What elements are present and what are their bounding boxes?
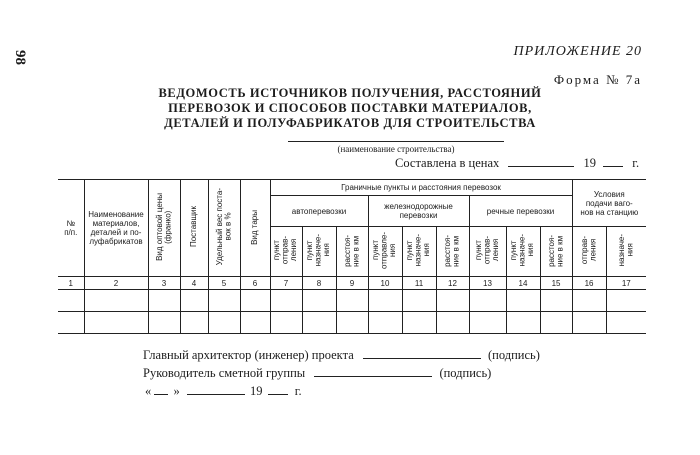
prices-year-blank[interactable] bbox=[603, 166, 623, 167]
form-number: Форма № 7а bbox=[553, 72, 642, 87]
column-number: 7 bbox=[270, 277, 302, 290]
column-number: 14 bbox=[506, 277, 540, 290]
column-number: 17 bbox=[606, 277, 646, 290]
date-year-suffix: г. bbox=[294, 384, 302, 398]
prices-blank[interactable] bbox=[508, 166, 574, 167]
header-weight: Удельный вес поста- вок в % bbox=[208, 180, 240, 277]
column-number: 9 bbox=[336, 277, 368, 290]
date-day-blank[interactable] bbox=[154, 394, 168, 395]
document-title bbox=[150, 86, 550, 131]
header-transport-group: Граничные пункты и расстояния перевозок bbox=[270, 180, 572, 196]
architect-label: Главный архитектор (инженер) проекта bbox=[143, 348, 354, 362]
date-month-blank[interactable] bbox=[187, 394, 245, 395]
column-number: 13 bbox=[469, 277, 506, 290]
construction-name-line[interactable] bbox=[288, 141, 504, 142]
head-sign-blank[interactable] bbox=[314, 376, 432, 377]
header-rail-distance: расстоя- ние в км bbox=[436, 227, 469, 277]
header-auto-distance: расстоя- ние в км bbox=[336, 227, 368, 277]
header-cond-departure: отправ- ления bbox=[572, 227, 606, 277]
header-river-distance: расстоя- ние в км bbox=[540, 227, 572, 277]
header-package: Вид тары bbox=[240, 180, 270, 277]
column-number: 4 bbox=[180, 277, 208, 290]
title-line: ДЕТАЛЕЙ И ПОЛУФАБРИКАТОВ ДЛЯ СТРОИТЕЛЬСТВА bbox=[164, 116, 536, 130]
column-number: 5 bbox=[208, 277, 240, 290]
header-conditions-group: Условия подачи ваго- нов на станцию bbox=[572, 180, 646, 227]
header-no: № п/п. bbox=[58, 180, 84, 277]
prices-year-suffix: г. bbox=[632, 156, 640, 170]
column-number: 11 bbox=[402, 277, 436, 290]
column-number: 6 bbox=[240, 277, 270, 290]
title-line: ВЕДОМОСТЬ ИСТОЧНИКОВ ПОЛУЧЕНИЯ, РАССТОЯНИЙ bbox=[158, 86, 542, 100]
appendix-label: ПРИЛОЖЕНИЕ 20 bbox=[513, 44, 642, 59]
head-sign-hint: (подпись) bbox=[439, 366, 492, 380]
column-number: 10 bbox=[368, 277, 402, 290]
header-rail-departure: пункт отправле- ния bbox=[368, 227, 402, 277]
date-year-prefix: 19 bbox=[250, 384, 263, 398]
header-auto-destination: пункт назначе- ния bbox=[302, 227, 336, 277]
header-rail-destination: пункт назначе- ния bbox=[402, 227, 436, 277]
architect-sign-hint: (подпись) bbox=[488, 348, 540, 362]
header-auto: автоперевозки bbox=[270, 196, 368, 227]
date-quote-close: » bbox=[173, 384, 180, 398]
column-number: 12 bbox=[436, 277, 469, 290]
sources-table bbox=[58, 179, 646, 334]
header-name: Наименование материалов, деталей и по- луфабрикатов bbox=[84, 180, 148, 277]
page-number: 98 bbox=[12, 50, 28, 65]
table-row[interactable] bbox=[58, 312, 646, 334]
column-number: 2 bbox=[84, 277, 148, 290]
architect-signature-line bbox=[143, 348, 540, 363]
header-river-destination: пункт назначе- ния bbox=[506, 227, 540, 277]
date-line bbox=[145, 384, 302, 399]
head-signature-line bbox=[143, 366, 491, 381]
header-cond-destination: назначе- ния bbox=[606, 227, 646, 277]
head-label: Руководитель сметной группы bbox=[143, 366, 306, 380]
construction-caption: (наименование строительства) bbox=[337, 144, 455, 154]
prices-line bbox=[395, 156, 639, 171]
column-number: 1 bbox=[58, 277, 84, 290]
title-line: ПЕРЕВОЗОК И СПОСОБОВ ПОСТАВКИ МАТЕРИАЛОВ, bbox=[168, 101, 532, 115]
prices-year-prefix: 19 bbox=[583, 156, 596, 170]
header-river-departure: пункт отправ- ления bbox=[469, 227, 506, 277]
column-number: 15 bbox=[540, 277, 572, 290]
table-row[interactable] bbox=[58, 290, 646, 312]
column-number: 8 bbox=[302, 277, 336, 290]
column-number: 16 bbox=[572, 277, 606, 290]
prices-label: Составлена в ценах bbox=[395, 156, 500, 170]
header-river: речные перевозки bbox=[469, 196, 572, 227]
column-number-row bbox=[58, 277, 646, 290]
architect-sign-blank[interactable] bbox=[363, 358, 481, 359]
date-quote-open: « bbox=[145, 384, 152, 398]
header-price-type: Вид оптовой цены (франко) bbox=[148, 180, 180, 277]
column-number: 3 bbox=[148, 277, 180, 290]
header-rail: железнодорожные перевозки bbox=[368, 196, 469, 227]
header-auto-departure: пункт отправ- ления bbox=[270, 227, 302, 277]
date-year-blank[interactable] bbox=[268, 394, 288, 395]
header-supplier: Поставщик bbox=[180, 180, 208, 277]
